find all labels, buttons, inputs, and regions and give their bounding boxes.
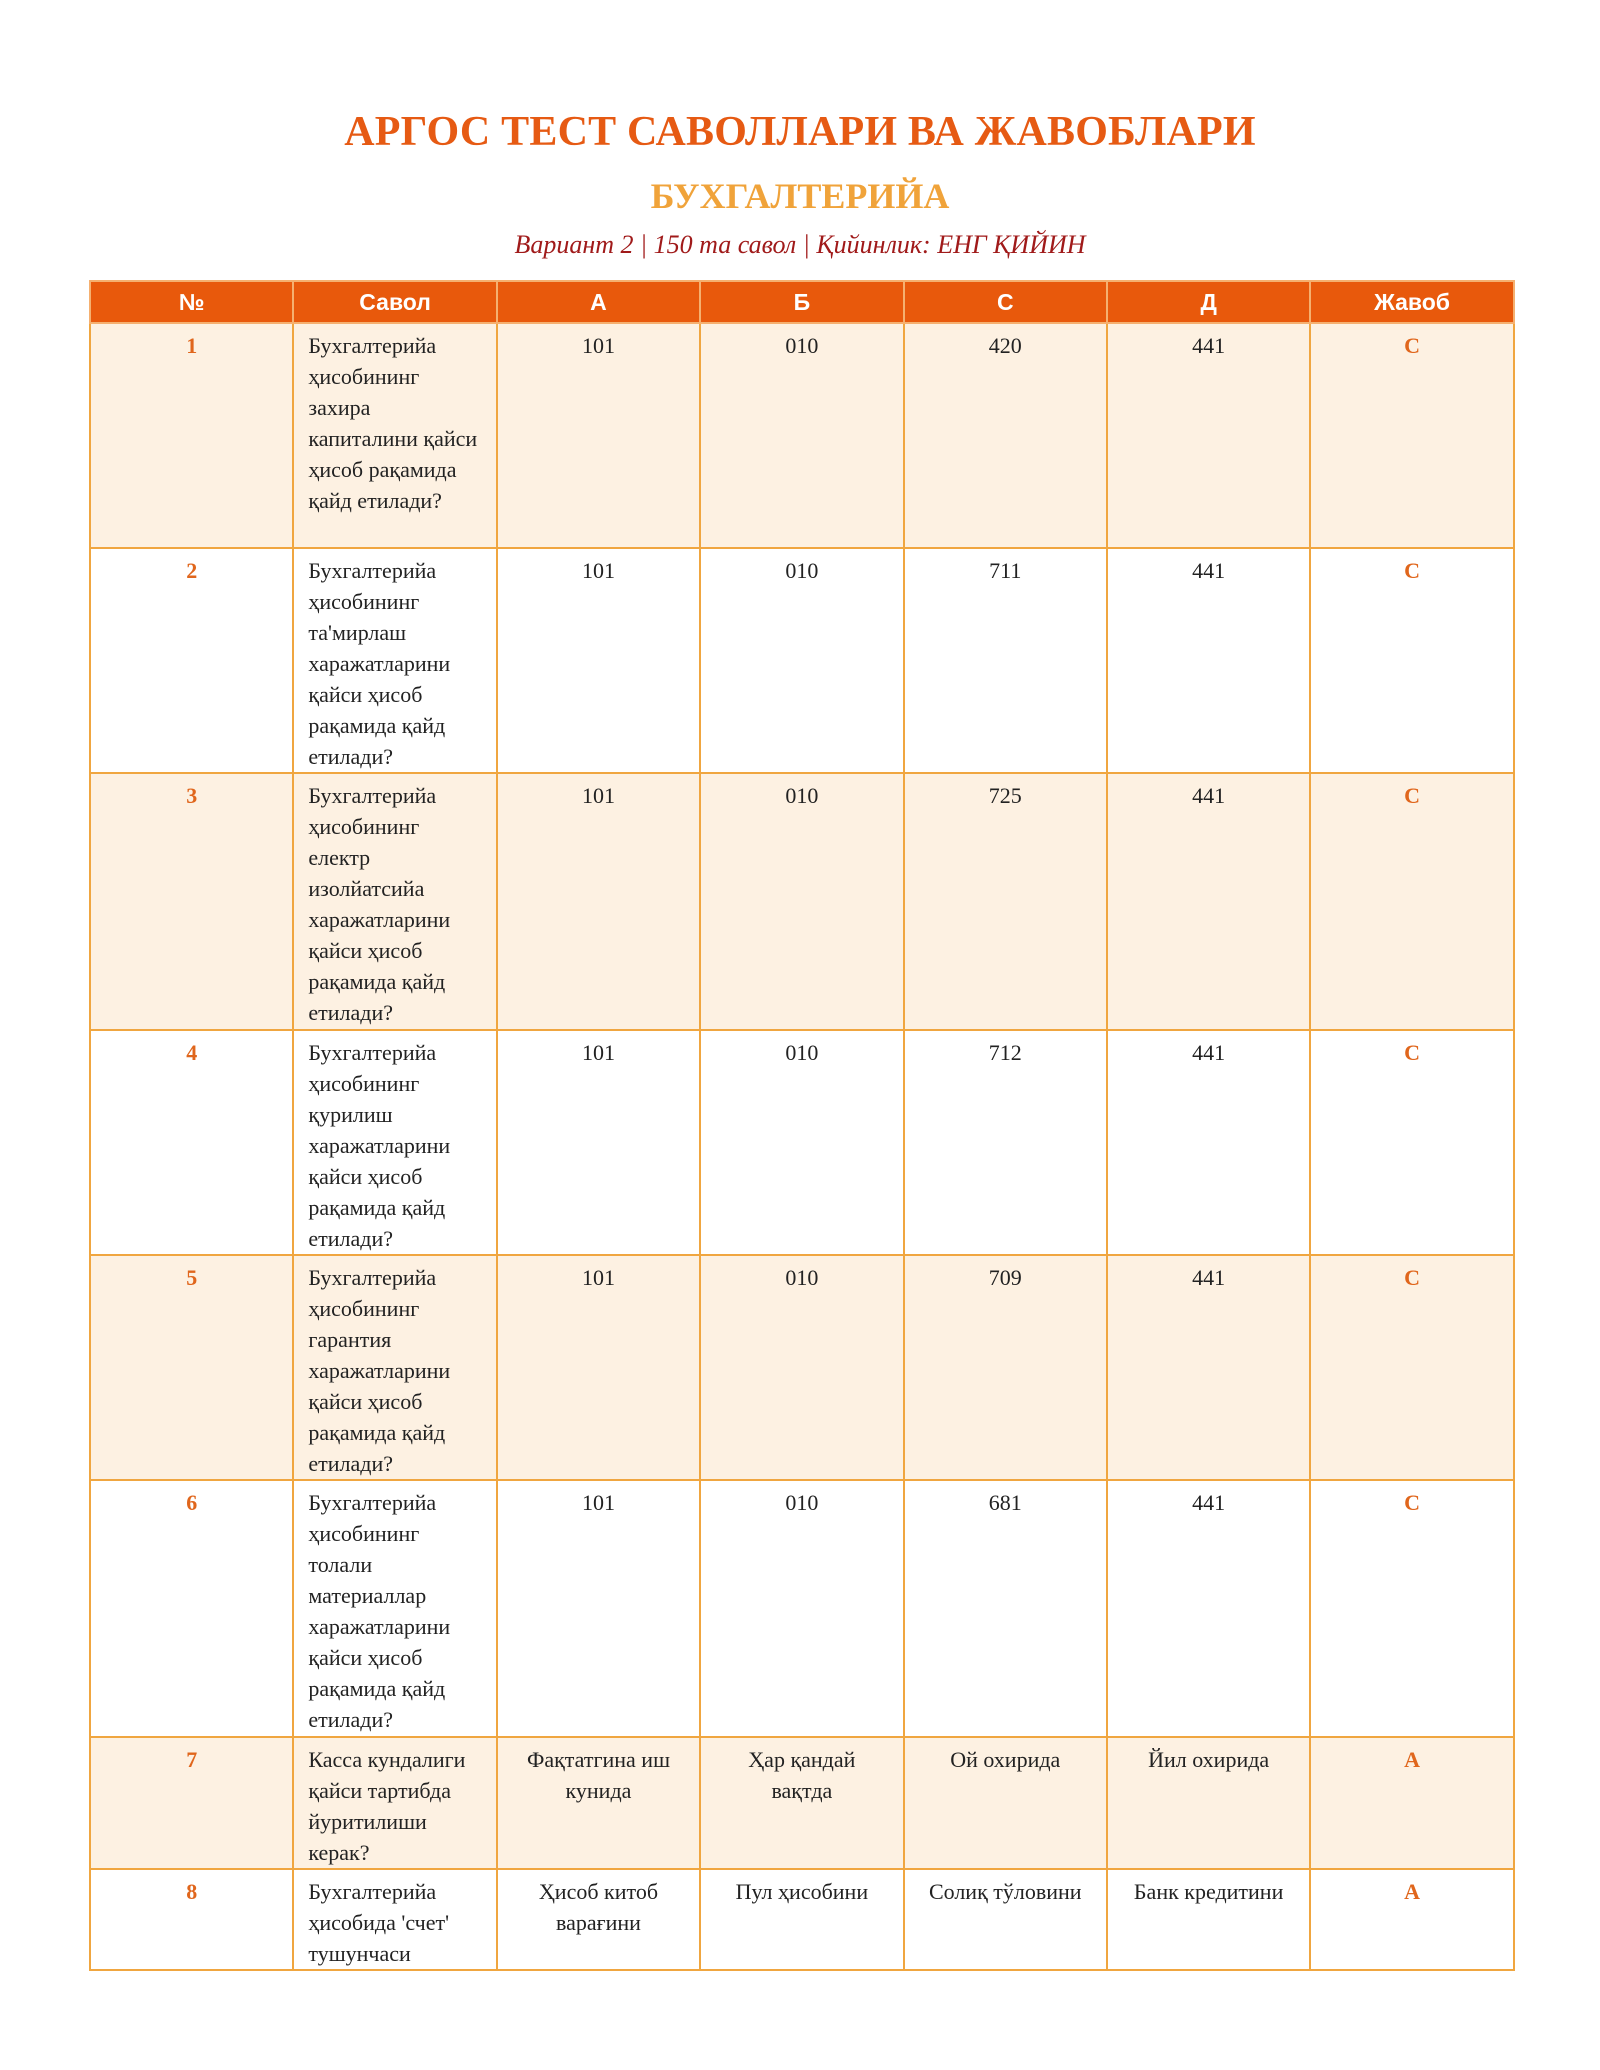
table-row bbox=[90, 1737, 1514, 1869]
document-title: АРГОС ТЕСТ САВОЛЛАРИ ВА ЖАВОБЛАРИ bbox=[344, 109, 1256, 155]
question-number: 1 bbox=[90, 323, 293, 548]
option-a: 101 bbox=[497, 1030, 700, 1255]
question-text: Бухгалтерийа ҳисобининг та'мирлаш харажатларини қайси ҳисоб рақамида қайд етилади? bbox=[293, 548, 496, 773]
header-answer: Жавоб bbox=[1310, 281, 1513, 323]
option-c: 725 bbox=[904, 773, 1107, 1030]
correct-answer: С bbox=[1310, 773, 1513, 1030]
option-c: 711 bbox=[904, 548, 1107, 773]
question-text: Касса кундалиги қайси тартибда йуритилиши керак? bbox=[293, 1737, 496, 1869]
option-a: 101 bbox=[497, 773, 700, 1030]
question-text: Бухгалтерийа ҳисобининг қурилиш харажатларини қайси ҳисоб рақамида қайд етилади? bbox=[293, 1030, 496, 1255]
option-d: 441 bbox=[1107, 323, 1310, 548]
document-subtitle: БУХГАЛТЕРИЙА bbox=[650, 176, 950, 216]
option-c: 712 bbox=[904, 1030, 1107, 1255]
question-text: Бухгалтерийа ҳисобининг електр изолйатсийа харажатларини қайси ҳисоб рақамида қайд етилади? bbox=[293, 773, 496, 1030]
option-a: 101 bbox=[497, 323, 700, 548]
question-number: 3 bbox=[90, 773, 293, 1030]
questions-table bbox=[89, 280, 1515, 1971]
option-c: 709 bbox=[904, 1255, 1107, 1480]
option-b: 010 bbox=[700, 1030, 903, 1255]
option-a: Ҳисоб китоб варағини bbox=[497, 1869, 700, 1970]
option-a: 101 bbox=[497, 1255, 700, 1480]
option-c: 681 bbox=[904, 1480, 1107, 1737]
question-number: 8 bbox=[90, 1869, 293, 1970]
question-number: 5 bbox=[90, 1255, 293, 1480]
table-row bbox=[90, 323, 1514, 548]
table-row bbox=[90, 773, 1514, 1030]
header-option-b: Б bbox=[700, 281, 903, 323]
option-d: 441 bbox=[1107, 1480, 1310, 1737]
option-d: 441 bbox=[1107, 773, 1310, 1030]
question-number: 2 bbox=[90, 548, 293, 773]
correct-answer: С bbox=[1310, 323, 1513, 548]
option-d: 441 bbox=[1107, 1030, 1310, 1255]
question-number: 7 bbox=[90, 1737, 293, 1869]
header-number: № bbox=[90, 281, 293, 323]
correct-answer: С bbox=[1310, 1255, 1513, 1480]
question-text: Бухгалтерийа ҳисобида 'счет' тушунчаси bbox=[293, 1869, 496, 1970]
option-d: 441 bbox=[1107, 548, 1310, 773]
question-text: Бухгалтерийа ҳисобининг толали материаллар харажатларини қайси ҳисоб рақамида қайд етилади? bbox=[293, 1480, 496, 1737]
table-row bbox=[90, 548, 1514, 773]
question-text: Бухгалтерийа ҳисобининг захира капиталини қайси ҳисоб рақамида қайд етилади? bbox=[293, 323, 496, 548]
header-option-d: Д bbox=[1107, 281, 1310, 323]
option-d: Йил охирида bbox=[1107, 1737, 1310, 1869]
correct-answer: С bbox=[1310, 548, 1513, 773]
question-number: 4 bbox=[90, 1030, 293, 1255]
table-row bbox=[90, 1480, 1514, 1737]
option-b: 010 bbox=[700, 1480, 903, 1737]
correct-answer: С bbox=[1310, 1480, 1513, 1737]
question-text: Бухгалтерийа ҳисобининг гарантия харажатларини қайси ҳисоб рақамида қайд етилади? bbox=[293, 1255, 496, 1480]
table-row bbox=[90, 1869, 1514, 1970]
correct-answer: А bbox=[1310, 1869, 1513, 1970]
option-b: Ҳар қандай вақтда bbox=[700, 1737, 903, 1869]
option-a: 101 bbox=[497, 548, 700, 773]
header-option-c: С bbox=[904, 281, 1107, 323]
question-number: 6 bbox=[90, 1480, 293, 1737]
header-option-a: А bbox=[497, 281, 700, 323]
variant-info: Вариант 2 | 150 та савол | Қийинлик: ЕНГ ҚИЙИН bbox=[514, 230, 1086, 259]
option-d: Банк кредитини bbox=[1107, 1869, 1310, 1970]
option-c: Ой охирида bbox=[904, 1737, 1107, 1869]
option-b: Пул ҳисобини bbox=[700, 1869, 903, 1970]
option-d: 441 bbox=[1107, 1255, 1310, 1480]
table-row bbox=[90, 1255, 1514, 1480]
option-c: Солиқ тўловини bbox=[904, 1869, 1107, 1970]
option-a: 101 bbox=[497, 1480, 700, 1737]
option-b: 010 bbox=[700, 323, 903, 548]
option-a: Фақтатгина иш кунида bbox=[497, 1737, 700, 1869]
correct-answer: А bbox=[1310, 1737, 1513, 1869]
option-b: 010 bbox=[700, 548, 903, 773]
table-header-row bbox=[90, 281, 1514, 323]
option-b: 010 bbox=[700, 1255, 903, 1480]
option-b: 010 bbox=[700, 773, 903, 1030]
header-question: Савол bbox=[293, 281, 496, 323]
option-c: 420 bbox=[904, 323, 1107, 548]
table-row bbox=[90, 1030, 1514, 1255]
correct-answer: С bbox=[1310, 1030, 1513, 1255]
